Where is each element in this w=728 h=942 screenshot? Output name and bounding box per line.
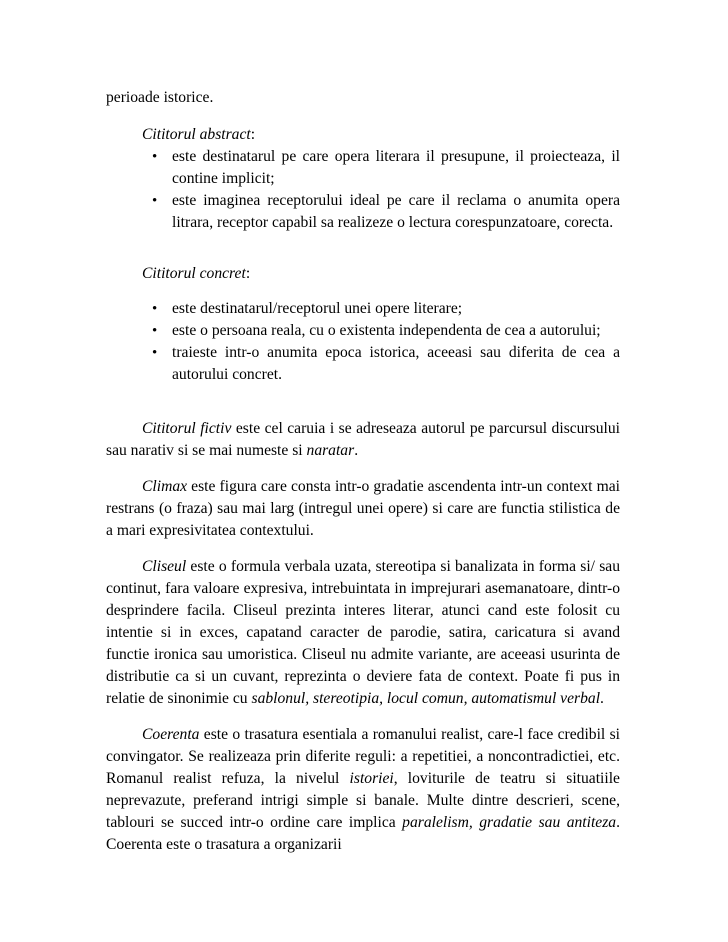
list-abstract — [142, 146, 620, 234]
list-item-text: este imaginea receptorului ideal pe care il reclama o anumita opera litrara, receptor capabil sa realizeze o lectura corespunzatoare, corecta. — [172, 192, 620, 231]
bullet-icon: • — [152, 301, 158, 317]
list-item-text: traieste intr-o anumita epoca istorica, aceeasi sau diferita de cea a autorului concret. — [172, 344, 620, 383]
paragraph-coerenta: Coerenta este o trasatura esentiala a romanului realist, care-l face credibil si convingator. Se realizeaza prin diferite reguli: a repetitiei, a noncontradictiei, etc. Romanul realist refuza, la nivelul istoriei, loviturile de teatru si situatiile neprevazute, preferand intrigi simple si banale. Multe dintre descrieri, scene, tablouri se succed intr-o ordine care implica paralelism, gradatie sau antiteza. Coerenta este o trasatura a organizarii — [106, 726, 621, 853]
bullet-icon: • — [152, 345, 158, 361]
list-item — [142, 190, 620, 234]
term-climax: Climax — [142, 478, 188, 495]
term-fictiv: Cititorul fictiv — [142, 420, 232, 437]
paragraph-cliseu: Cliseul este o formula verbala uzata, stereotipa si banalizata in forma si/ sau continut, fara valoare expresiva, intrebuintata in imprejurari asemanatoare, dintr-o desprindere facila. Cliseul prezinta interes literar, atunci cand este folosit cu intentie si in exces, capatand caracter de parodie, satira, caricatura si avand functie ironica sau umoristica. Cliseul nu admite variante, are aceeasi usurinta de distributie ca si un cuvant, reprezinta o deviere fata de context. Poate fi pus in relatie de sinonimie cu sablonul, stereotipia, locul comun, automatismul verbal. — [106, 558, 620, 707]
heading-abstract — [142, 124, 255, 146]
term-istoriei: istoriei — [349, 770, 394, 787]
term-abstract: Cititorul abstract — [142, 126, 251, 143]
heading-concret-suffix: : — [245, 265, 251, 282]
list-item-text: este destinatarul/receptorul unei opere literare; — [172, 300, 463, 317]
term-synonyms: sablonul, stereotipia, locul comun, automatismul verbal — [251, 690, 601, 707]
term-paralelism: paralelism, gradatie sau antiteza — [402, 814, 617, 831]
term-cliseu: Cliseul — [142, 558, 187, 575]
list-item — [142, 298, 620, 320]
term-coerenta: Coerenta — [142, 726, 200, 743]
term-naratar: naratar — [306, 442, 355, 459]
heading-abstract-suffix: : — [250, 126, 256, 143]
bullet-icon: • — [152, 193, 158, 209]
bullet-icon: • — [152, 323, 158, 339]
list-item-text: este o persoana reala, cu o existenta independenta de cea a autorului; — [172, 322, 601, 339]
heading-concret — [142, 263, 250, 285]
paragraph-fictiv: Cititorul fictiv este cel caruia i se adreseaza autorul pe parcursul discursului sau narativ si se mai numeste si naratar. — [106, 420, 620, 459]
paragraph-climax: Climax este figura care consta intr-o gradatie ascendenta intr-un context mai restrans (o fraza) sau mai larg (intregul unei opere) si care are functia stilistica de a mari expresivitatea contextului. — [106, 478, 620, 539]
list-item — [142, 342, 620, 386]
intro-line: perioade istorice. — [106, 89, 214, 106]
term-concret: Cititorul concret — [142, 265, 246, 282]
list-concret — [142, 298, 620, 386]
bullet-icon: • — [152, 149, 158, 165]
list-item-text: este destinatarul pe care opera literara il presupune, il proiecteaza, il contine implicit; — [172, 148, 620, 187]
list-item — [142, 320, 620, 342]
list-item — [142, 146, 620, 190]
